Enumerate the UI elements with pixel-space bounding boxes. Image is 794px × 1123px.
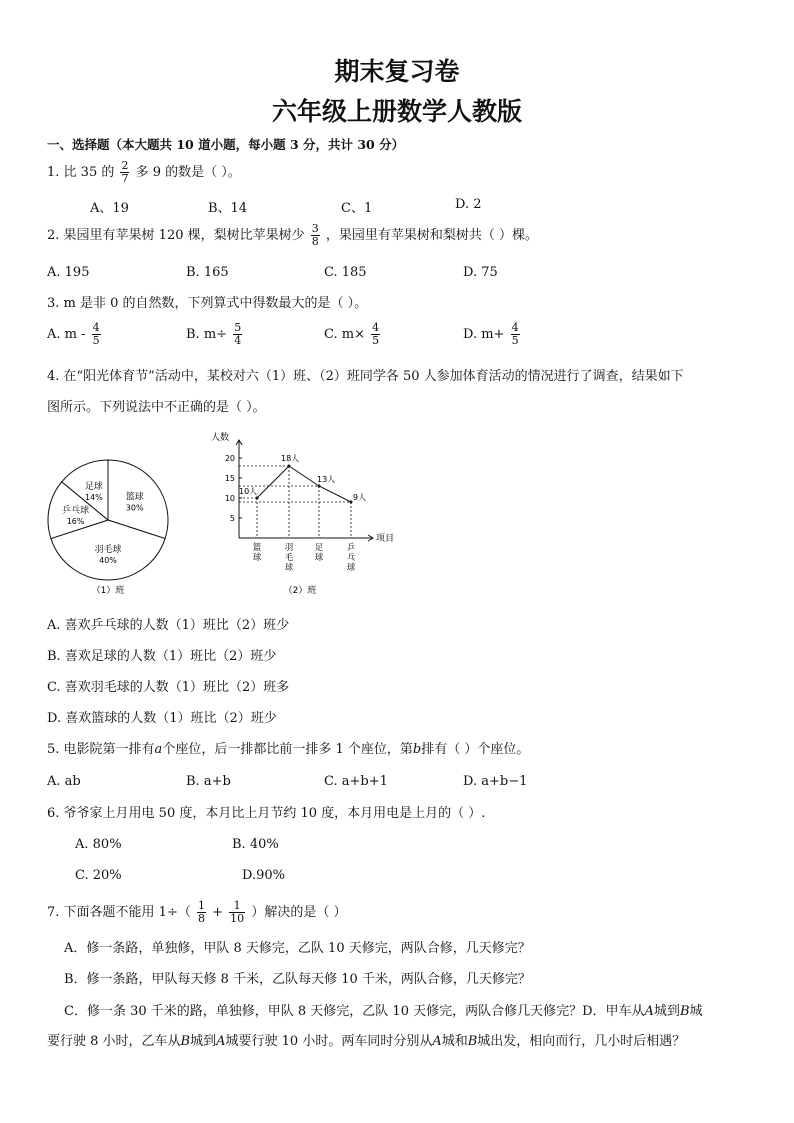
x-category-0-char-1: 球 bbox=[252, 553, 262, 563]
q7-option-b: B．修一条路，甲队每天修 8 千米，乙队每天修 10 千米，两队合修，几天修完？ bbox=[64, 972, 531, 987]
q7-c-text-1: C．修一条 30 千米的路，单独修，甲队 8 天修完，乙队 10 天修完，两队合修几天修完？D．甲车从 bbox=[64, 1004, 645, 1019]
q3-c-num: 4 bbox=[372, 321, 380, 334]
q2-option-a: A. 195 bbox=[47, 265, 90, 280]
pie-caption: （1）班 bbox=[91, 586, 125, 596]
x-category-0-char-0: 篮 bbox=[252, 543, 262, 553]
q5-option-d: D. a+b−1 bbox=[463, 774, 528, 789]
q3-c-den: 5 bbox=[372, 334, 380, 347]
data-label-2: 13人 bbox=[317, 475, 336, 484]
q7-d-city-a-2: A bbox=[432, 1034, 442, 1049]
q7-d-city-b: B bbox=[180, 1034, 191, 1049]
page-title: 期末复习卷 bbox=[334, 57, 460, 86]
q3-d-den: 5 bbox=[511, 334, 519, 347]
q1-stem-post: 多 9 的数是（ ）。 bbox=[135, 165, 241, 180]
q7-d-text-1: 要行驶 8 小时，乙车从 bbox=[47, 1034, 181, 1049]
question-2 bbox=[47, 223, 538, 248]
q7-f2-den: 10 bbox=[230, 912, 245, 925]
data-label-0: 10人 bbox=[239, 487, 258, 496]
q6-option-c: C. 20% bbox=[75, 868, 122, 883]
x-category-3-char-2: 球 bbox=[346, 563, 356, 573]
q3-option-b-fraction bbox=[233, 322, 242, 347]
q1-frac-den: 7 bbox=[121, 172, 129, 185]
data-point-0 bbox=[256, 497, 259, 500]
q3-option-c-fraction bbox=[371, 322, 380, 347]
data-label-3: 9人 bbox=[353, 493, 367, 502]
pie-chart-class-1 bbox=[40, 448, 190, 598]
question-4-line-1: 4. 在“阳光体育节”活动中，某校对六（1）班、（2）班同学各 50 人参加体育活动的情况进行了调查，结果如下 bbox=[47, 369, 684, 384]
q7-c-city-b: B bbox=[679, 1004, 690, 1019]
question-1 bbox=[47, 160, 241, 185]
y-tick-label-0: 5 bbox=[229, 514, 235, 523]
data-point-1 bbox=[288, 465, 291, 468]
pie-slice-label-3: 足球 bbox=[84, 482, 103, 493]
line-chart-class-2 bbox=[205, 428, 405, 600]
q4-option-a: A. 喜欢乒乓球的人数（1）班比（2）班少 bbox=[47, 618, 290, 633]
y-tick-label-3: 20 bbox=[224, 454, 235, 463]
q7-d-city-b-2: B bbox=[467, 1034, 478, 1049]
q5-option-c: C. a+b+1 bbox=[324, 774, 388, 789]
q7-c-text-3: 城 bbox=[689, 1004, 703, 1019]
question-3: 3. m 是非 0 的自然数，下列算式中得数最大的是（ ）。 bbox=[47, 296, 368, 311]
q6-option-b: B. 40% bbox=[232, 837, 279, 852]
x-axis-label: 项目 bbox=[376, 534, 395, 544]
series-line bbox=[257, 466, 351, 502]
q2-option-c: C. 185 bbox=[324, 265, 367, 280]
pie-slice-pct-0: 30% bbox=[125, 503, 144, 513]
pie-slice-label-0: 篮球 bbox=[125, 492, 144, 503]
q7-option-d bbox=[47, 1034, 685, 1050]
q6-option-d: D.90% bbox=[242, 868, 285, 883]
q3-a-den: 5 bbox=[92, 334, 100, 347]
q2-option-d: D. 75 bbox=[463, 265, 498, 280]
q7-option-c bbox=[64, 1004, 703, 1020]
q7-d-text-5: 城出发，相向而行，几小时后相遇？ bbox=[477, 1034, 686, 1049]
y-tick-label-1: 10 bbox=[224, 494, 235, 503]
q3-b-den: 4 bbox=[234, 334, 242, 347]
pie-slice-label-1: 羽毛球 bbox=[94, 545, 122, 555]
q1-option-a: A、19 bbox=[90, 201, 129, 216]
pie-slice-pct-2: 16% bbox=[66, 516, 85, 526]
q3-option-b-text: B. m÷ bbox=[186, 327, 228, 342]
q3-a-num: 4 bbox=[92, 321, 100, 334]
data-point-2 bbox=[318, 485, 321, 488]
q4-option-d: D. 喜欢篮球的人数（1）班比（2）班少 bbox=[47, 711, 277, 726]
question-5 bbox=[47, 742, 529, 758]
q2-option-b: B. 165 bbox=[186, 265, 229, 280]
x-category-3-char-1: 乓 bbox=[346, 553, 356, 563]
x-category-1-char-0: 羽 bbox=[284, 543, 294, 553]
q7-d-text-3: 城要行驶 10 小时。两车同时分别从 bbox=[225, 1034, 433, 1049]
q5-var-b: b bbox=[412, 742, 422, 757]
q3-b-num: 5 bbox=[234, 321, 242, 334]
q1-option-c: C、1 bbox=[341, 201, 373, 216]
q5-text-1: 5. 电影院第一排有 bbox=[47, 742, 155, 757]
q3-option-c-text: C. m× bbox=[324, 327, 365, 342]
q7-d-city-a: A bbox=[216, 1034, 226, 1049]
q3-option-c bbox=[324, 322, 382, 347]
question-4-line-2: 图所示。下列说法中不正确的是（ ）。 bbox=[47, 400, 266, 415]
q3-option-b bbox=[186, 322, 244, 347]
q7-d-text-4: 城和 bbox=[441, 1034, 468, 1049]
q4-option-c: C. 喜欢羽毛球的人数（1）班比（2）班多 bbox=[47, 680, 290, 695]
q7-f1-den: 8 bbox=[197, 912, 205, 925]
q7-f1-num: 1 bbox=[197, 899, 205, 912]
q1-fraction bbox=[120, 160, 129, 185]
q5-option-a: A. ab bbox=[47, 774, 81, 789]
q5-text-3: 排有（ ）个座位。 bbox=[421, 742, 530, 757]
q7-c-city-a: A bbox=[644, 1004, 654, 1019]
q4-option-b: B. 喜欢足球的人数（1）班比（2）班少 bbox=[47, 649, 277, 664]
q5-option-b: B. a+b bbox=[186, 774, 231, 789]
pie-slice-pct-1: 40% bbox=[99, 556, 117, 565]
q1-option-d: D. 2 bbox=[455, 197, 482, 212]
line-caption: （2）班 bbox=[283, 586, 317, 596]
q7-d-text-2: 城到 bbox=[190, 1034, 217, 1049]
question-7 bbox=[47, 900, 346, 925]
pie-slice-pct-3: 14% bbox=[85, 493, 103, 503]
q3-d-num: 4 bbox=[511, 321, 519, 334]
q3-option-a bbox=[47, 322, 103, 347]
q3-option-a-fraction bbox=[92, 322, 101, 347]
question-6: 6. 爷爷家上月用电 50 度，本月比上月节约 10 度，本月用电是上月的（ ）. bbox=[47, 806, 486, 821]
q2-fraction bbox=[311, 223, 320, 248]
y-tick-label-2: 15 bbox=[224, 474, 235, 483]
q3-option-a-text: A. m - bbox=[47, 327, 86, 342]
x-category-1-char-2: 球 bbox=[284, 563, 294, 573]
q7-c-text-2: 城到 bbox=[653, 1004, 680, 1019]
q7-fraction-2 bbox=[229, 900, 245, 925]
pie-slice-label-2: 乒乓球 bbox=[62, 505, 90, 516]
q2-frac-den: 8 bbox=[311, 235, 319, 248]
q5-text-2: 个座位，后一排都比前一排多 1 个座位，第 bbox=[162, 742, 413, 757]
q2-frac-num: 3 bbox=[311, 222, 319, 235]
q7-fraction-1 bbox=[197, 900, 206, 925]
q7-text-pre: 7. 下面各题不能用 1÷（ bbox=[47, 905, 191, 920]
q7-text-post: ）解决的是（ ） bbox=[251, 905, 347, 920]
x-category-2-char-0: 足 bbox=[314, 543, 324, 553]
q3-option-d-text: D. m+ bbox=[463, 327, 505, 342]
q3-option-d-fraction bbox=[511, 322, 520, 347]
page-subtitle: 六年级上册数学人教版 bbox=[271, 97, 522, 126]
q7-plus: + bbox=[212, 905, 224, 920]
section-heading: 一、选择题（本大题共 10 道小题，每小题 3 分，共计 30 分） bbox=[47, 137, 405, 152]
q2-stem-post: ，果园里有苹果树和梨树共（ ）棵。 bbox=[325, 228, 539, 243]
q7-f2-num: 1 bbox=[233, 899, 241, 912]
q1-frac-num: 2 bbox=[121, 159, 129, 172]
q3-option-d bbox=[463, 322, 522, 347]
y-axis-label: 人数 bbox=[211, 433, 230, 443]
q2-stem-pre: 2. 果园里有苹果树 120 棵，梨树比苹果树少 bbox=[47, 228, 305, 243]
x-category-1-char-1: 毛 bbox=[284, 553, 294, 563]
q1-option-b: B、14 bbox=[208, 201, 248, 216]
x-category-3-char-0: 乒 bbox=[346, 543, 356, 553]
q5-var-a: a bbox=[154, 742, 163, 757]
q7-option-a: A．修一条路，单独修，甲队 8 天修完，乙队 10 天修完，两队合修，几天修完？ bbox=[64, 941, 531, 956]
q1-stem-pre: 1. 比 35 的 bbox=[47, 165, 115, 180]
data-label-1: 18人 bbox=[281, 454, 300, 463]
q6-option-a: A. 80% bbox=[75, 837, 122, 852]
x-category-2-char-1: 球 bbox=[314, 553, 324, 563]
